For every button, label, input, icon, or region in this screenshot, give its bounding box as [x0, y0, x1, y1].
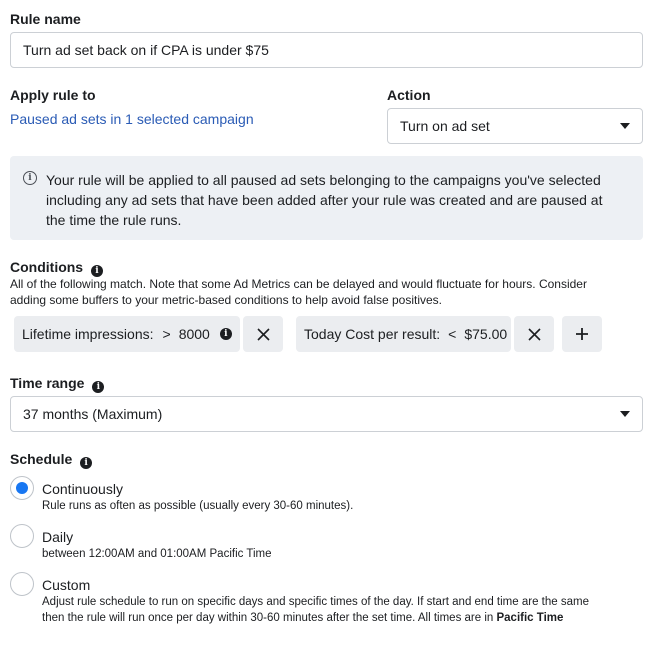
- condition-chip[interactable]: [296, 316, 511, 352]
- info-icon: i: [23, 171, 37, 185]
- plus-icon: [575, 327, 589, 341]
- condition-chip[interactable]: [14, 316, 240, 352]
- info-notice-line: the time the rule runs.: [46, 212, 182, 228]
- info-notice-line: Your rule will be applied to all paused ad sets belonging to the campaigns you've selected: [46, 172, 601, 188]
- info-icon[interactable]: i: [220, 328, 232, 340]
- chevron-down-icon: [620, 123, 630, 129]
- condition-operator: <: [448, 326, 457, 342]
- schedule-radio-continuously[interactable]: [10, 476, 34, 500]
- action-select[interactable]: [387, 108, 643, 144]
- rule-name-value: Turn ad set back on if CPA is under $75: [23, 42, 269, 58]
- schedule-label-text: Schedule: [10, 451, 73, 467]
- info-icon[interactable]: i: [92, 381, 104, 393]
- conditions-label-text: Conditions: [10, 259, 84, 275]
- radio-selected-dot: [16, 482, 28, 494]
- chevron-down-icon: [620, 411, 630, 417]
- time-range-label: [10, 375, 104, 393]
- info-notice-line: including any ad sets that have been added after your rule was created and are paused at: [46, 192, 603, 208]
- schedule-option-description: [42, 594, 589, 626]
- schedule-description-line: [42, 610, 589, 626]
- remove-condition-button[interactable]: [514, 316, 554, 352]
- remove-condition-button[interactable]: [243, 316, 283, 352]
- info-icon[interactable]: i: [91, 265, 103, 277]
- conditions-description-line: All of the following match. Note that some Ad Metrics can be delayed and would fluctuate for hours. Consider: [10, 277, 587, 291]
- schedule-radio-daily[interactable]: [10, 524, 34, 548]
- condition-operator: >: [162, 326, 171, 342]
- schedule-label: [10, 451, 92, 469]
- schedule-description-line: Adjust rule schedule to run on specific days and specific times of the day. If start and end time are the same: [42, 596, 589, 608]
- apply-rule-label: Apply rule to: [10, 87, 96, 103]
- close-icon: [257, 328, 270, 341]
- conditions-description: [10, 276, 587, 308]
- condition-value: 8000: [178, 326, 210, 342]
- apply-rule-link[interactable]: Paused ad sets in 1 selected campaign: [10, 111, 254, 127]
- info-notice: [10, 156, 643, 240]
- action-selected-value: Turn on ad set: [400, 118, 490, 134]
- schedule-option-description: between 12:00AM and 01:00AM Pacific Time: [42, 548, 272, 560]
- schedule-description-text: then the rule will run once per day within 30-60 minutes after the set time. All times are in: [42, 612, 497, 624]
- schedule-radio-custom[interactable]: [10, 572, 34, 596]
- time-range-selected-value: 37 months (Maximum): [23, 406, 163, 422]
- schedule-option-title[interactable]: Daily: [42, 529, 74, 545]
- schedule-option-title[interactable]: Continuously: [42, 481, 123, 497]
- schedule-option-title[interactable]: Custom: [42, 577, 91, 593]
- rule-name-label: Rule name: [10, 11, 81, 27]
- time-range-select[interactable]: [10, 396, 643, 432]
- action-label: Action: [387, 87, 431, 103]
- schedule-description-bold: Pacific Time: [496, 612, 564, 624]
- schedule-option-description: Rule runs as often as possible (usually every 30-60 minutes).: [42, 500, 354, 512]
- condition-metric: Today Cost per result:: [304, 326, 441, 342]
- close-icon: [528, 328, 541, 341]
- conditions-label: [10, 259, 103, 277]
- condition-metric: Lifetime impressions:: [22, 326, 154, 342]
- info-icon[interactable]: i: [80, 457, 92, 469]
- rule-name-input[interactable]: [10, 32, 643, 68]
- conditions-description-line: adding some buffers to your metric-based conditions to help avoid false positives.: [10, 293, 443, 307]
- time-range-label-text: Time range: [10, 375, 85, 391]
- condition-value: $75.00: [464, 326, 508, 342]
- add-condition-button[interactable]: [562, 316, 602, 352]
